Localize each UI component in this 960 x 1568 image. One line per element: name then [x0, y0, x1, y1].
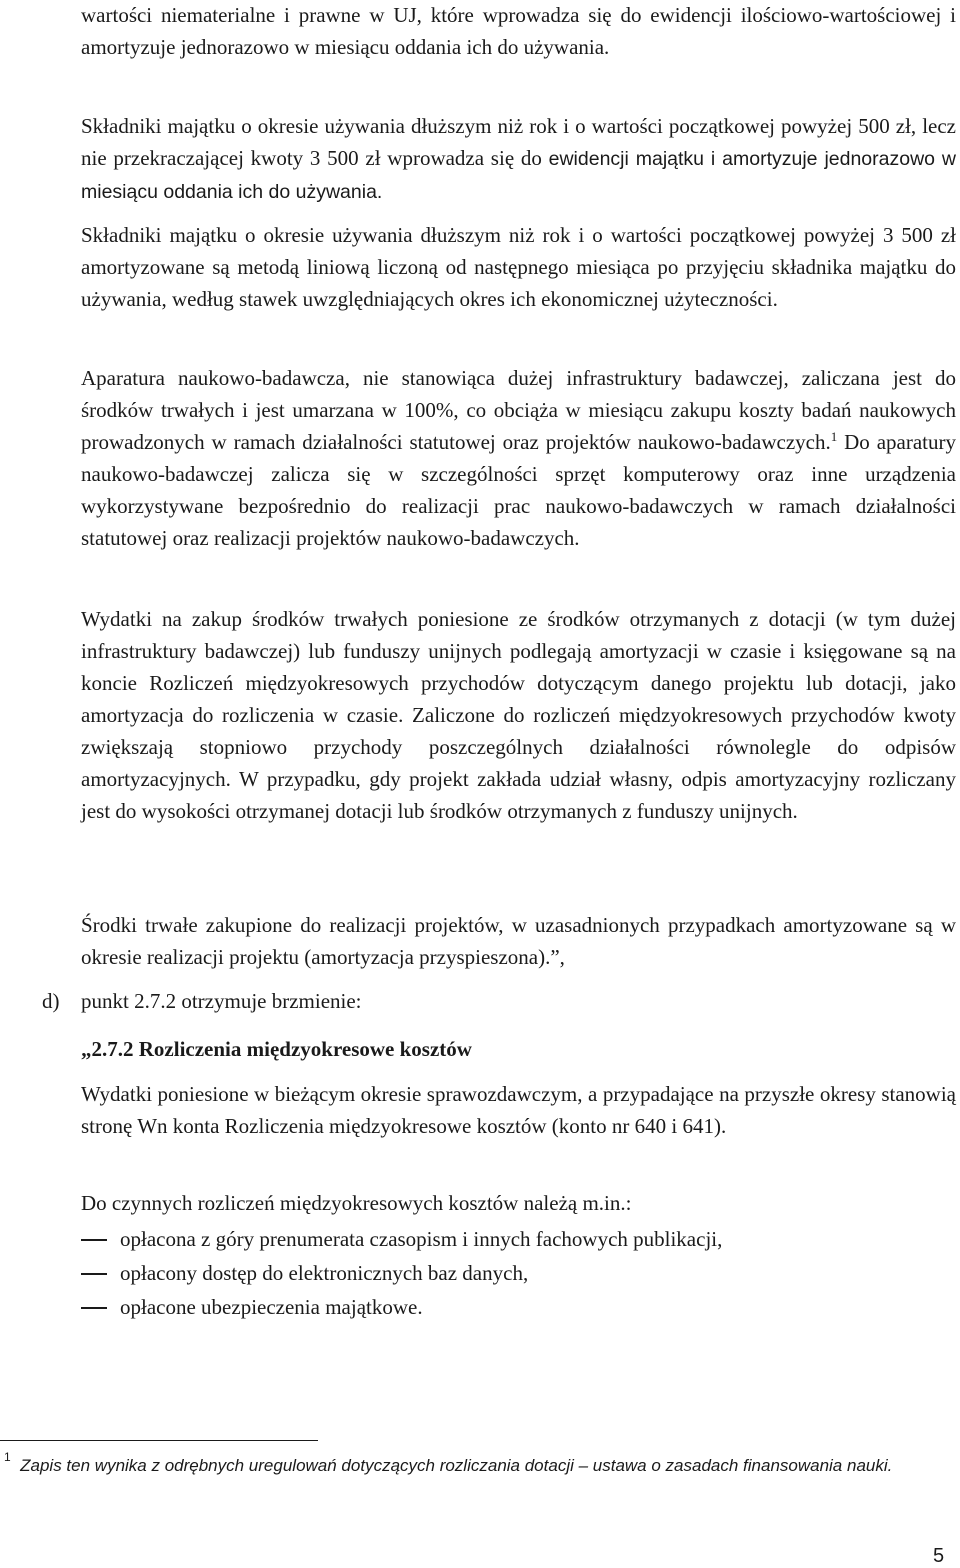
section-heading: „2.7.2 Rozliczenia międzyokresowe kosztów [81, 1037, 472, 1061]
list-item [81, 1256, 722, 1290]
dash-bullet-icon [81, 1307, 107, 1309]
list-item-d-text: punkt 2.7.2 otrzymuje brzmienie: [81, 989, 362, 1013]
page-number: 5 [933, 1545, 945, 1567]
dash-bullet-icon [81, 1239, 107, 1241]
dash-list [81, 1222, 722, 1324]
paragraph-research-equipment [81, 362, 956, 554]
list-item-text: opłacona z góry prenumerata czasopism i innych fachowych publikacji, [120, 1227, 723, 1251]
list-item-text: opłacony dostęp do elektronicznych baz danych, [120, 1261, 529, 1285]
footnote-text: Zapis ten wynika z odrębnych uregulowań dotyczących rozliczania dotacji – ustawa o zasadach finansowania nauki. [20, 1456, 893, 1475]
paragraph-low-value-assets-part2: ewidencji majątku i amortyzuje jednorazowo w miesiącu oddania ich do używania. [81, 148, 957, 203]
list-item [81, 1222, 722, 1256]
paragraph-intangible-assets: wartości niematerialne i prawne w UJ, które wprowadza się do ewidencji ilościowo-wartościowej i amortyzuje jednorazowo w miesiącu oddania ich do używania. [81, 3, 956, 59]
dash-bullet-icon [81, 1273, 107, 1275]
paragraph-linear-depreciation: Składniki majątku o okresie używania dłuższym niż rok i o wartości początkowej powyżej 3 500 zł amortyzowane są metodą liniową liczoną od następnego miesiąca po przyjęciu składnika majątku do używania, według stawek uwzględniających okres ich ekonomicznej użyteczności. [81, 223, 956, 311]
paragraph-prepaid-expenses: Wydatki poniesione w bieżącym okresie sprawozdawczym, a przypadające na przyszłe okresy stanowią stronę Wn konta Rozliczenia międzyokresowe kosztów (konto nr 640 i 641). [81, 1082, 956, 1138]
paragraph-grant-funded-assets: Wydatki na zakup środków trwałych poniesione ze środków otrzymanych z dotacji (w tym dużej infrastruktury badawczej) lub funduszy unijnych podlegają amortyzacji w czasie i księgowane są na koncie Rozliczeń międzyokresowych przychodów dotyczącym danego projektu lub dotacji, jako amortyzacja do rozliczenia w czasie. Zaliczone do rozliczeń międzyokresowych przychodów kwoty zwiększają stopniowo przychody poszczególnych działalności równolegle do odpisów amortyzacyjnych. W przypadku, gdy projekt zakłada udział własny, odpis amortyzacyjny rozliczany jest do wysokości otrzymanej dotacji lub środków otrzymanych z funduszy unijnych. [81, 607, 956, 823]
paragraph-active-accruals: Do czynnych rozliczeń międzyokresowych kosztów należą m.in.: [81, 1191, 632, 1215]
paragraph-low-value-assets-part1: Składniki majątku o okresie używania dłuższym niż rok i o wartości początkowej powyżej 500 zł, lecz nie przekraczającej kwoty 3 500 zł wprowadza się do [81, 114, 956, 170]
list-marker-d: d) [42, 989, 60, 1013]
paragraph-research-equipment-part2: Do aparatury naukowo-badawczej zalicza się w szczególności sprzęt komputerowy oraz inne urządzenia wykorzystywane bezpośrednio do realizacji prac naukowo-badawczych w ramach działalności statutowej oraz realizacji projektów naukowo-badawczych. [81, 430, 956, 550]
footnote [4, 1452, 956, 1480]
paragraph-research-equipment-part1: Aparatura naukowo-badawcza, nie stanowiąca dużej infrastruktury badawczej, zaliczana jest do środków trwałych i jest umarzana w 100%, co obciąża w miesiącu zakupu koszty badań naukowych prowadzonych w ramach działalności statutowej oraz projektów naukowo-badawczych. [81, 366, 956, 454]
paragraph-project-assets: Środki trwałe zakupione do realizacji projektów, w uzasadnionych przypadkach amortyzowane są w okresie realizacji projektu (amortyzacja przyspieszona).”, [81, 913, 956, 969]
footnote-reference: 1 [830, 429, 838, 444]
paragraph-low-value-assets [81, 110, 956, 208]
list-item-d [42, 985, 362, 1017]
footnote-divider [0, 1440, 318, 1441]
footnote-number: 1 [4, 1450, 11, 1464]
list-item-text: opłacone ubezpieczenia majątkowe. [120, 1295, 423, 1319]
list-item [81, 1290, 722, 1324]
